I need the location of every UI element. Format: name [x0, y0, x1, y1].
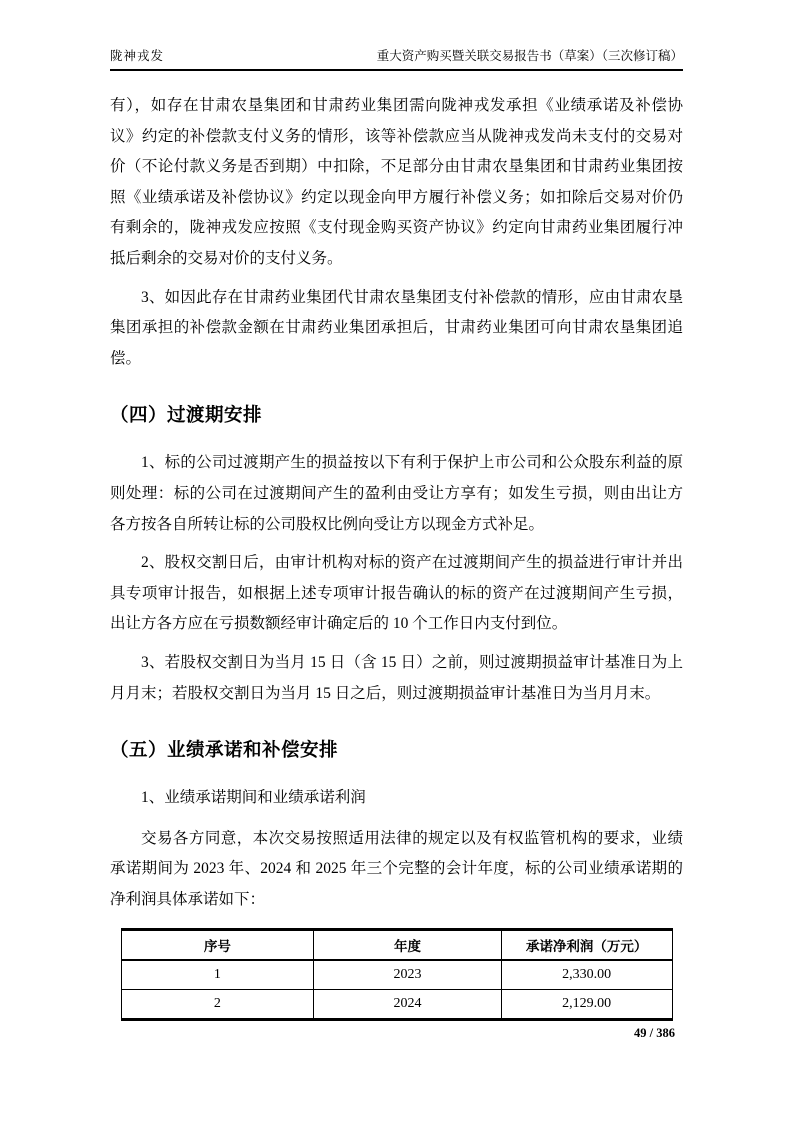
cell-index: 2 — [121, 990, 314, 1020]
table-header-index: 序号 — [121, 930, 314, 961]
cell-profit: 2,129.00 — [501, 990, 672, 1020]
profit-commitment-table — [121, 928, 673, 1021]
section-heading-4: （四）过渡期安排 — [110, 404, 263, 426]
table-header-row — [121, 930, 672, 961]
cell-profit: 2,330.00 — [501, 960, 672, 990]
table-header-profit: 承诺净利润（万元） — [501, 930, 672, 961]
section4-paragraph-1: 1、标的公司过渡期产生的损益按以下有利于保护上市公司和公众股东利益的原则处理：标的公司在过渡期间产生的盈利由受让方享有；如发生亏损，则由出让方各方按各自所转让标的公司股权比例向受让方以现金方式补足。 — [110, 454, 683, 533]
paragraph-item-3: 3、如因此存在甘肃药业集团代甘肃农垦集团支付补偿款的情形，应由甘肃农垦集团承担的补偿款金额在甘肃药业集团承担后，甘肃药业集团可向甘肃农垦集团追偿。 — [110, 288, 683, 367]
section4-paragraph-2: 2、股权交割日后，由审计机构对标的资产在过渡期间产生的损益进行审计并出具专项审计报告，如根据上述专项审计报告确认的标的资产在过渡期间产生亏损，出让方各方应在亏损数额经审计确定后的 10 个工作日内支付到位。 — [110, 554, 683, 633]
document-body — [110, 91, 683, 1021]
cell-year: 2023 — [314, 960, 501, 990]
paragraph-continuation: 有），如存在甘肃农垦集团和甘肃药业集团需向陇神戎发承担《业绩承诺及补偿协议》约定的补偿款支付义务的情形，该等补偿款应当从陇神戎发尚未支付的交易对价（不论付款义务是否到期）中扣除，不足部分由甘肃农垦集团和甘肃药业集团按照《业绩承诺及补偿协议》约定以现金向甲方履行补偿义务；如扣除后交易对价仍有剩余的，陇神戎发应按照《支付现金购买资产协议》约定向甘肃药业集团履行冲抵后剩余的交易对价的支付义务。 — [110, 97, 683, 267]
page-number: 49 / 386 — [634, 1026, 675, 1040]
section-heading-5: （五）业绩承诺和补偿安排 — [110, 739, 339, 761]
table-header-year: 年度 — [314, 930, 501, 961]
section5-subitem-1: 1、业绩承诺期间和业绩承诺利润 — [141, 789, 366, 807]
header-report-title: 重大资产购买暨关联交易报告书（草案）（三次修订稿） — [376, 49, 683, 63]
page-header — [110, 46, 683, 71]
table-row — [121, 990, 672, 1020]
section5-paragraph-1: 交易各方同意，本次交易按照适用法律的规定以及有权监管机构的要求，业绩承诺期间为 2023 年、2024 和 2025 年三个完整的会计年度，标的公司业绩承诺期的净利润具体承诺如下： — [110, 829, 683, 908]
section4-paragraph-3: 3、若股权交割日为当月 15 日（含 15 日）之前，则过渡期损益审计基准日为上月月末；若股权交割日为当月 15 日之后，则过渡期损益审计基准日为当月月末。 — [110, 653, 683, 702]
table-row — [121, 960, 672, 990]
cell-year: 2024 — [314, 990, 501, 1020]
header-company-name: 陇神戎发 — [110, 49, 165, 63]
cell-index: 1 — [121, 960, 314, 990]
